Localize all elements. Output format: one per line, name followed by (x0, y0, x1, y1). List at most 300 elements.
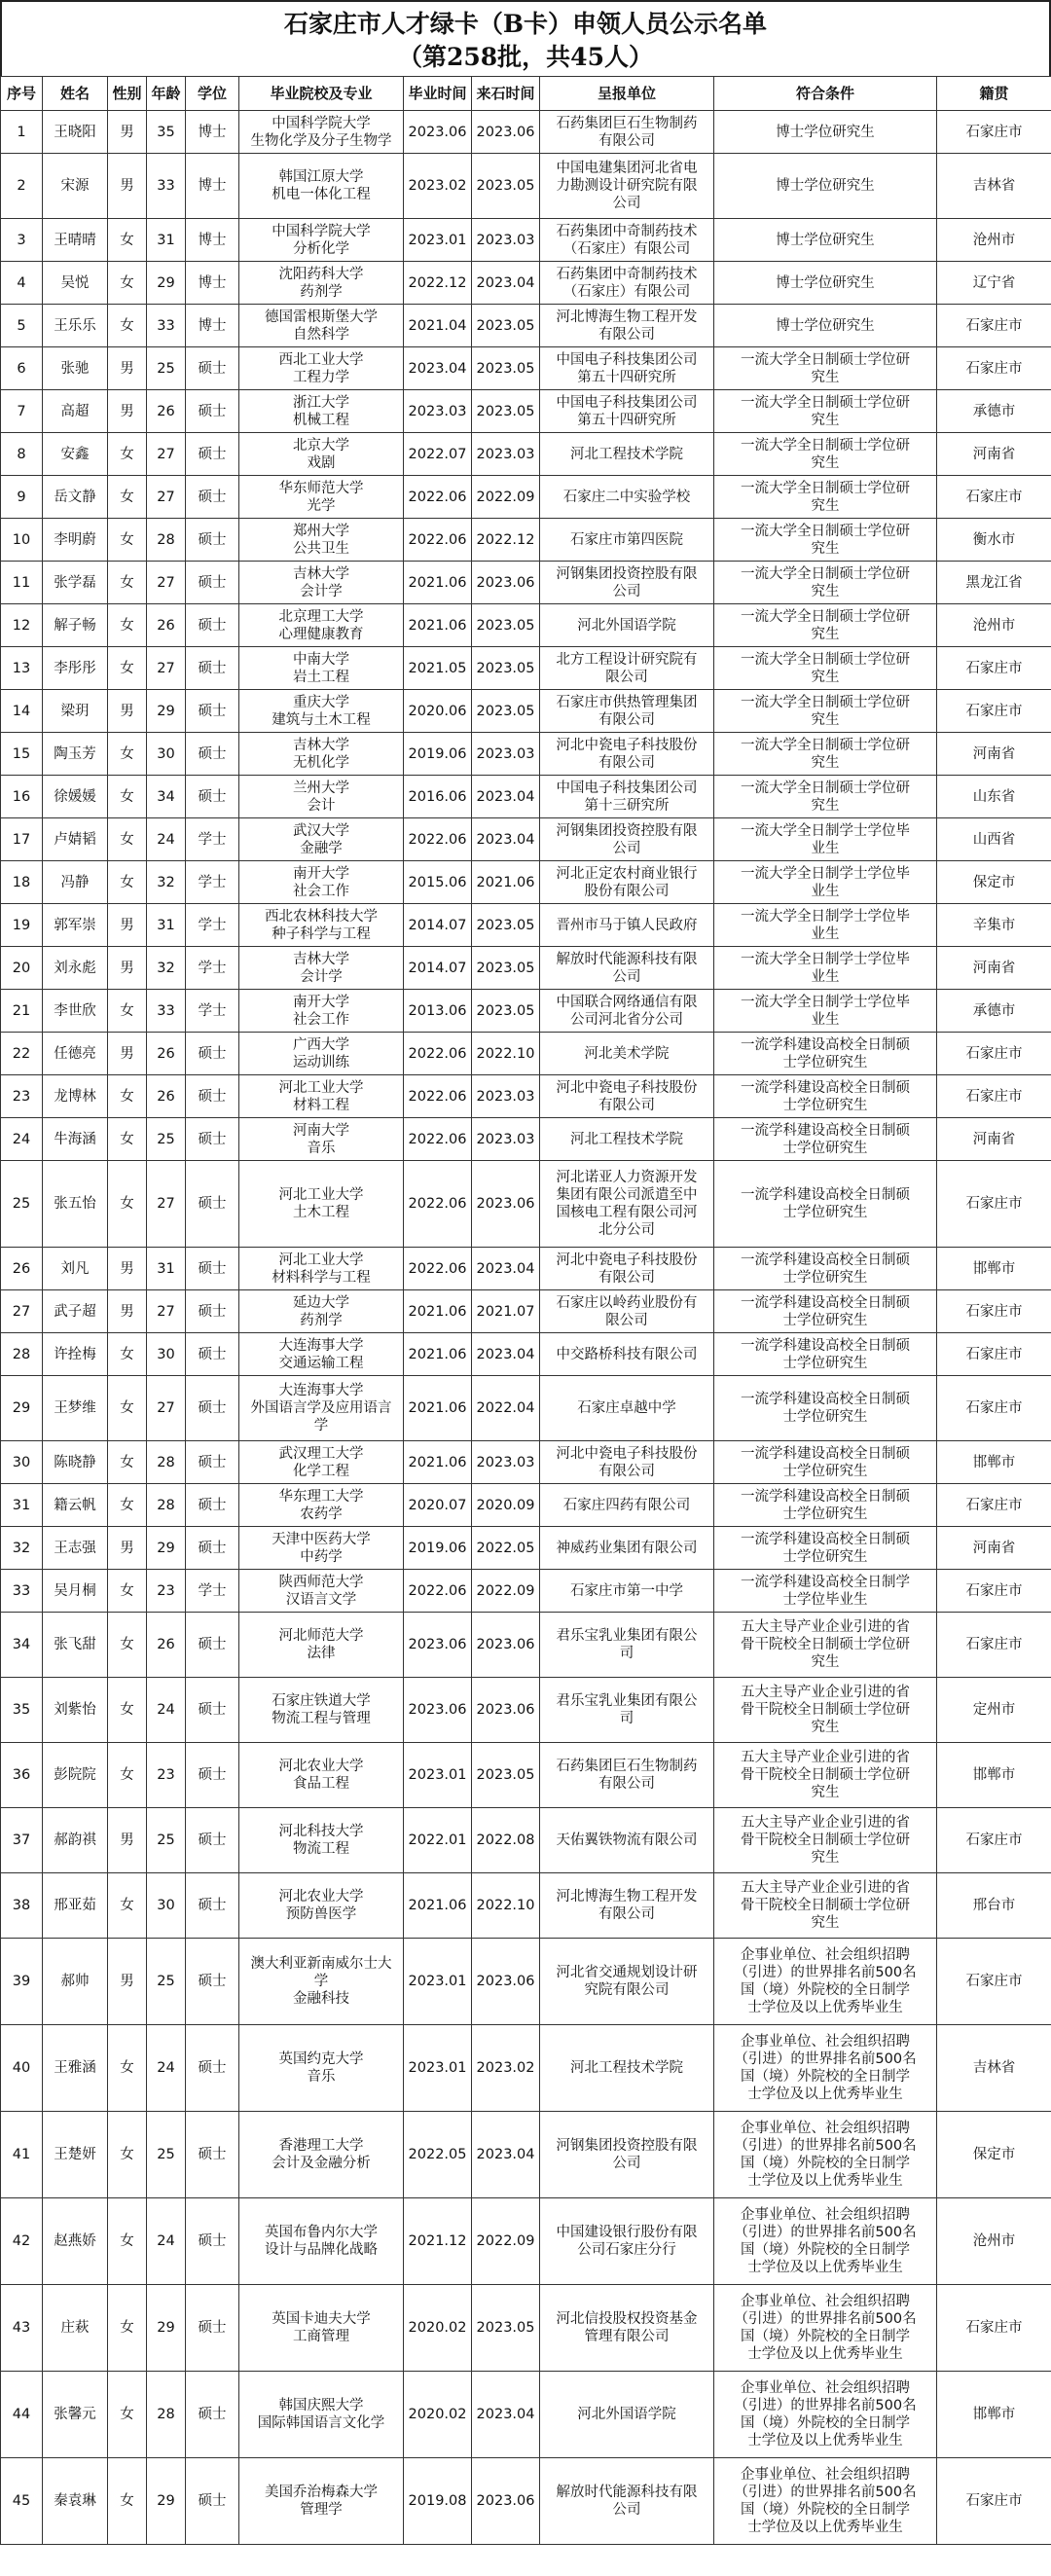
cell-arrival-date: 2023.06 (472, 1161, 540, 1248)
cell-origin: 石家庄市 (937, 347, 1051, 390)
cell-seq: 34 (1, 1613, 43, 1678)
cell-criteria: 企事业单位、社会组织招聘 （引进）的世界排名前500名 国（境）外院校的全日制学 士学位及以上优秀毕业生 (714, 2458, 937, 2545)
cell-origin: 石家庄市 (937, 1161, 1051, 1248)
cell-arrival-date: 2021.06 (472, 861, 540, 904)
cell-grad-date: 2023.06 (404, 1613, 472, 1678)
cell-school-major: 英国卡迪夫大学 工商管理 (239, 2285, 404, 2372)
cell-name: 宋源 (43, 154, 108, 219)
cell-seq: 5 (1, 305, 43, 347)
cell-age: 24 (147, 2198, 186, 2285)
cell-seq: 6 (1, 347, 43, 390)
table-row (1, 347, 1051, 390)
cell-degree: 硕士 (186, 2458, 239, 2545)
cell-origin: 邢台市 (937, 1873, 1051, 1939)
table-row (1, 2198, 1051, 2285)
table-row (1, 1613, 1051, 1678)
cell-age: 27 (147, 476, 186, 519)
cell-name: 李彤彤 (43, 647, 108, 690)
table-row (1, 2372, 1051, 2458)
cell-unit: 石药集团中奇制药技术 （石家庄）有限公司 (540, 262, 714, 305)
cell-degree: 硕士 (186, 2198, 239, 2285)
cell-gender: 女 (108, 433, 147, 476)
cell-gender: 男 (108, 947, 147, 990)
cell-age: 24 (147, 818, 186, 861)
table-row (1, 1808, 1051, 1873)
table-row (1, 947, 1051, 990)
table-body (1, 111, 1051, 2545)
cell-degree: 博士 (186, 219, 239, 262)
cell-seq: 7 (1, 390, 43, 433)
cell-name: 张学磊 (43, 562, 108, 604)
cell-arrival-date: 2023.06 (472, 1939, 540, 2025)
cell-arrival-date: 2023.05 (472, 1743, 540, 1808)
cell-grad-date: 2021.06 (404, 562, 472, 604)
cell-arrival-date: 2023.04 (472, 262, 540, 305)
header-unit: 呈报单位 (540, 77, 714, 111)
cell-grad-date: 2021.06 (404, 604, 472, 647)
cell-arrival-date: 2023.06 (472, 1678, 540, 1743)
cell-grad-date: 2022.06 (404, 1248, 472, 1290)
cell-origin: 邯郸市 (937, 1743, 1051, 1808)
cell-seq: 38 (1, 1873, 43, 1939)
cell-unit: 石家庄四药有限公司 (540, 1484, 714, 1527)
cell-school-major: 天津中医药大学 中药学 (239, 1527, 404, 1570)
cell-name: 王志强 (43, 1527, 108, 1570)
cell-name: 赵燕娇 (43, 2198, 108, 2285)
cell-degree: 硕士 (186, 2372, 239, 2458)
cell-name: 高超 (43, 390, 108, 433)
cell-degree: 硕士 (186, 562, 239, 604)
cell-name: 王晓阳 (43, 111, 108, 154)
cell-name: 刘凡 (43, 1248, 108, 1290)
cell-name: 吴悦 (43, 262, 108, 305)
cell-seq: 35 (1, 1678, 43, 1743)
cell-origin: 山东省 (937, 776, 1051, 818)
cell-unit: 北方工程设计研究院有 限公司 (540, 647, 714, 690)
cell-gender: 女 (108, 1118, 147, 1161)
cell-unit: 君乐宝乳业集团有限公 司 (540, 1678, 714, 1743)
table-row (1, 154, 1051, 219)
table-row (1, 2112, 1051, 2198)
cell-arrival-date: 2023.05 (472, 305, 540, 347)
cell-age: 28 (147, 1441, 186, 1484)
cell-gender: 女 (108, 1376, 147, 1441)
cell-name: 庄萩 (43, 2285, 108, 2372)
cell-age: 30 (147, 733, 186, 776)
cell-gender: 女 (108, 2112, 147, 2198)
cell-origin: 黑龙江省 (937, 562, 1051, 604)
cell-criteria: 企事业单位、社会组织招聘 （引进）的世界排名前500名 国（境）外院校的全日制学 士学位及以上优秀毕业生 (714, 2025, 937, 2112)
table-row (1, 733, 1051, 776)
cell-name: 刘永彪 (43, 947, 108, 990)
cell-criteria: 一流学科建设高校全日制硕 士学位研究生 (714, 1033, 937, 1075)
cell-degree: 硕士 (186, 2025, 239, 2112)
cell-seq: 11 (1, 562, 43, 604)
cell-grad-date: 2020.06 (404, 690, 472, 733)
cell-origin: 石家庄市 (937, 2458, 1051, 2545)
cell-gender: 男 (108, 390, 147, 433)
cell-arrival-date: 2023.04 (472, 2112, 540, 2198)
cell-school-major: 香港理工大学 会计及金融分析 (239, 2112, 404, 2198)
cell-grad-date: 2023.06 (404, 1678, 472, 1743)
cell-criteria: 企事业单位、社会组织招聘 （引进）的世界排名前500名 国（境）外院校的全日制学 士学位及以上优秀毕业生 (714, 2372, 937, 2458)
cell-grad-date: 2022.05 (404, 2112, 472, 2198)
cell-school-major: 澳大利亚新南威尔士大 学 金融科技 (239, 1939, 404, 2025)
cell-name: 卢婧韬 (43, 818, 108, 861)
cell-degree: 硕士 (186, 1613, 239, 1678)
cell-grad-date: 2022.12 (404, 262, 472, 305)
cell-gender: 女 (108, 219, 147, 262)
cell-degree: 学士 (186, 904, 239, 947)
cell-degree: 硕士 (186, 1743, 239, 1808)
cell-unit: 石家庄卓越中学 (540, 1376, 714, 1441)
cell-grad-date: 2014.07 (404, 904, 472, 947)
cell-arrival-date: 2023.06 (472, 1613, 540, 1678)
cell-school-major: 中国科学院大学 分析化学 (239, 219, 404, 262)
cell-gender: 女 (108, 1484, 147, 1527)
cell-age: 34 (147, 776, 186, 818)
cell-origin: 衡水市 (937, 519, 1051, 562)
table-row (1, 1873, 1051, 1939)
cell-unit: 君乐宝乳业集团有限公 司 (540, 1613, 714, 1678)
table-row (1, 1118, 1051, 1161)
cell-gender: 女 (108, 647, 147, 690)
cell-age: 28 (147, 519, 186, 562)
cell-unit: 解放时代能源科技有限 公司 (540, 2458, 714, 2545)
cell-school-major: 北京理工大学 心理健康教育 (239, 604, 404, 647)
table-row (1, 1527, 1051, 1570)
cell-grad-date: 2021.06 (404, 1333, 472, 1376)
cell-degree: 硕士 (186, 519, 239, 562)
cell-age: 24 (147, 1678, 186, 1743)
cell-origin: 石家庄市 (937, 305, 1051, 347)
cell-school-major: 延边大学 药剂学 (239, 1290, 404, 1333)
cell-name: 张五怡 (43, 1161, 108, 1248)
table-row (1, 519, 1051, 562)
cell-arrival-date: 2023.05 (472, 647, 540, 690)
table-row (1, 1376, 1051, 1441)
cell-school-major: 华东理工大学 农药学 (239, 1484, 404, 1527)
header-criteria: 符合条件 (714, 77, 937, 111)
cell-origin: 河南省 (937, 433, 1051, 476)
cell-unit: 河北中瓷电子科技股份 有限公司 (540, 1248, 714, 1290)
cell-degree: 硕士 (186, 1873, 239, 1939)
cell-unit: 河北美术学院 (540, 1033, 714, 1075)
cell-gender: 男 (108, 154, 147, 219)
cell-origin: 石家庄市 (937, 1033, 1051, 1075)
cell-gender: 男 (108, 1939, 147, 2025)
cell-arrival-date: 2020.09 (472, 1484, 540, 1527)
cell-arrival-date: 2022.12 (472, 519, 540, 562)
header-grad-date: 毕业时间 (404, 77, 472, 111)
cell-origin: 邯郸市 (937, 1441, 1051, 1484)
cell-school-major: 兰州大学 会计 (239, 776, 404, 818)
cell-criteria: 博士学位研究生 (714, 111, 937, 154)
cell-degree: 博士 (186, 154, 239, 219)
cell-school-major: 郑州大学 公共卫生 (239, 519, 404, 562)
cell-seq: 24 (1, 1118, 43, 1161)
table-row (1, 433, 1051, 476)
cell-grad-date: 2020.07 (404, 1484, 472, 1527)
cell-seq: 2 (1, 154, 43, 219)
cell-criteria: 一流学科建设高校全日制硕 士学位研究生 (714, 1484, 937, 1527)
cell-arrival-date: 2022.05 (472, 1527, 540, 1570)
cell-unit: 石家庄市第一中学 (540, 1570, 714, 1613)
table-row (1, 219, 1051, 262)
table-row (1, 390, 1051, 433)
cell-degree: 硕士 (186, 1527, 239, 1570)
cell-age: 28 (147, 2372, 186, 2458)
cell-origin: 石家庄市 (937, 1808, 1051, 1873)
cell-age: 27 (147, 1161, 186, 1248)
cell-degree: 硕士 (186, 1248, 239, 1290)
cell-gender: 男 (108, 904, 147, 947)
cell-school-major: 中国科学院大学 生物化学及分子生物学 (239, 111, 404, 154)
cell-arrival-date: 2023.04 (472, 2372, 540, 2458)
table-row (1, 1441, 1051, 1484)
cell-gender: 女 (108, 476, 147, 519)
cell-arrival-date: 2023.05 (472, 154, 540, 219)
cell-name: 牛海涵 (43, 1118, 108, 1161)
cell-school-major: 河北农业大学 食品工程 (239, 1743, 404, 1808)
header-age: 年龄 (147, 77, 186, 111)
cell-gender: 女 (108, 305, 147, 347)
cell-seq: 41 (1, 2112, 43, 2198)
cell-age: 26 (147, 1075, 186, 1118)
title-line-2: （第258批，共45人） (398, 43, 653, 71)
cell-arrival-date: 2023.05 (472, 690, 540, 733)
cell-age: 33 (147, 305, 186, 347)
cell-seq: 33 (1, 1570, 43, 1613)
cell-degree: 学士 (186, 1570, 239, 1613)
cell-school-major: 大连海事大学 外国语言学及应用语言 学 (239, 1376, 404, 1441)
cell-grad-date: 2022.06 (404, 476, 472, 519)
cell-origin: 石家庄市 (937, 1484, 1051, 1527)
table-row (1, 647, 1051, 690)
cell-degree: 硕士 (186, 776, 239, 818)
cell-name: 解子畅 (43, 604, 108, 647)
cell-criteria: 五大主导产业企业引进的省 骨干院校全日制硕士学位研 究生 (714, 1873, 937, 1939)
cell-seq: 32 (1, 1527, 43, 1570)
cell-name: 许拴梅 (43, 1333, 108, 1376)
cell-name: 安鑫 (43, 433, 108, 476)
cell-grad-date: 2022.06 (404, 818, 472, 861)
cell-gender: 女 (108, 1678, 147, 1743)
cell-degree: 硕士 (186, 476, 239, 519)
cell-unit: 河北正定农村商业银行 股份有限公司 (540, 861, 714, 904)
cell-unit: 河北博海生物工程开发 有限公司 (540, 305, 714, 347)
cell-seq: 39 (1, 1939, 43, 2025)
cell-name: 郝韵祺 (43, 1808, 108, 1873)
cell-school-major: 大连海事大学 交通运输工程 (239, 1333, 404, 1376)
cell-criteria: 一流大学全日制硕士学位研 究生 (714, 690, 937, 733)
cell-seq: 36 (1, 1743, 43, 1808)
cell-gender: 女 (108, 1441, 147, 1484)
cell-grad-date: 2023.01 (404, 1939, 472, 2025)
cell-unit: 河北中瓷电子科技股份 有限公司 (540, 1441, 714, 1484)
cell-grad-date: 2019.06 (404, 733, 472, 776)
cell-age: 26 (147, 1033, 186, 1075)
cell-unit: 河北工程技术学院 (540, 1118, 714, 1161)
cell-degree: 硕士 (186, 1290, 239, 1333)
cell-gender: 女 (108, 519, 147, 562)
cell-unit: 河钢集团投资控股有限 公司 (540, 818, 714, 861)
cell-seq: 12 (1, 604, 43, 647)
cell-unit: 天佑翼铁物流有限公司 (540, 1808, 714, 1873)
cell-degree: 硕士 (186, 1333, 239, 1376)
cell-grad-date: 2022.06 (404, 1161, 472, 1248)
document-title (0, 0, 1051, 76)
cell-age: 25 (147, 1939, 186, 2025)
cell-seq: 29 (1, 1376, 43, 1441)
cell-name: 李世欣 (43, 990, 108, 1033)
cell-unit: 石家庄以岭药业股份有 限公司 (540, 1290, 714, 1333)
cell-name: 陶玉芳 (43, 733, 108, 776)
table-row (1, 562, 1051, 604)
cell-arrival-date: 2023.04 (472, 1333, 540, 1376)
cell-arrival-date: 2023.06 (472, 562, 540, 604)
cell-unit: 解放时代能源科技有限 公司 (540, 947, 714, 990)
cell-unit: 中国联合网络通信有限 公司河北省分公司 (540, 990, 714, 1033)
cell-seq: 27 (1, 1290, 43, 1333)
cell-criteria: 一流学科建设高校全日制硕 士学位研究生 (714, 1376, 937, 1441)
cell-unit: 河北工程技术学院 (540, 433, 714, 476)
cell-criteria: 一流大学全日制硕士学位研 究生 (714, 562, 937, 604)
cell-gender: 女 (108, 1075, 147, 1118)
cell-school-major: 河北农业大学 预防兽医学 (239, 1873, 404, 1939)
cell-degree: 硕士 (186, 1376, 239, 1441)
cell-grad-date: 2022.01 (404, 1808, 472, 1873)
cell-gender: 女 (108, 604, 147, 647)
cell-age: 29 (147, 2458, 186, 2545)
cell-grad-date: 2022.06 (404, 519, 472, 562)
cell-age: 26 (147, 1613, 186, 1678)
cell-arrival-date: 2023.03 (472, 219, 540, 262)
cell-seq: 17 (1, 818, 43, 861)
cell-school-major: 西北工业大学 工程力学 (239, 347, 404, 390)
cell-seq: 44 (1, 2372, 43, 2458)
cell-grad-date: 2021.06 (404, 1873, 472, 1939)
header-arrival-date: 来石时间 (472, 77, 540, 111)
cell-degree: 硕士 (186, 1118, 239, 1161)
cell-age: 29 (147, 262, 186, 305)
cell-school-major: 重庆大学 建筑与土木工程 (239, 690, 404, 733)
cell-criteria: 一流学科建设高校全日制硕 士学位研究生 (714, 1527, 937, 1570)
cell-age: 24 (147, 2025, 186, 2112)
cell-age: 28 (147, 1484, 186, 1527)
cell-name: 邢亚茹 (43, 1873, 108, 1939)
cell-seq: 28 (1, 1333, 43, 1376)
cell-age: 29 (147, 690, 186, 733)
cell-unit: 河北信投股权投资基金 管理有限公司 (540, 2285, 714, 2372)
cell-origin: 石家庄市 (937, 1075, 1051, 1118)
cell-seq: 15 (1, 733, 43, 776)
cell-unit: 石家庄二中实验学校 (540, 476, 714, 519)
table-row (1, 262, 1051, 305)
cell-origin: 沧州市 (937, 604, 1051, 647)
cell-arrival-date: 2023.05 (472, 990, 540, 1033)
cell-degree: 博士 (186, 305, 239, 347)
cell-grad-date: 2021.04 (404, 305, 472, 347)
cell-gender: 男 (108, 1527, 147, 1570)
cell-unit: 河北中瓷电子科技股份 有限公司 (540, 1075, 714, 1118)
cell-criteria: 博士学位研究生 (714, 154, 937, 219)
cell-school-major: 韩国庆熙大学 国际韩国语言文化学 (239, 2372, 404, 2458)
cell-gender: 女 (108, 818, 147, 861)
cell-seq: 1 (1, 111, 43, 154)
cell-seq: 16 (1, 776, 43, 818)
cell-degree: 硕士 (186, 433, 239, 476)
cell-grad-date: 2022.06 (404, 1570, 472, 1613)
cell-criteria: 一流学科建设高校全日制硕 士学位研究生 (714, 1333, 937, 1376)
cell-origin: 定州市 (937, 1678, 1051, 1743)
cell-criteria: 一流大学全日制学士学位毕 业生 (714, 818, 937, 861)
cell-degree: 硕士 (186, 1939, 239, 2025)
cell-origin: 山西省 (937, 818, 1051, 861)
table-row (1, 1939, 1051, 2025)
cell-seq: 26 (1, 1248, 43, 1290)
cell-degree: 硕士 (186, 1678, 239, 1743)
cell-criteria: 五大主导产业企业引进的省 骨干院校全日制硕士学位研 究生 (714, 1808, 937, 1873)
cell-degree: 博士 (186, 111, 239, 154)
cell-arrival-date: 2023.02 (472, 2025, 540, 2112)
cell-arrival-date: 2022.09 (472, 2198, 540, 2285)
cell-degree: 学士 (186, 947, 239, 990)
cell-gender: 女 (108, 1333, 147, 1376)
cell-gender: 男 (108, 1033, 147, 1075)
header-name: 姓名 (43, 77, 108, 111)
cell-age: 25 (147, 1808, 186, 1873)
cell-origin: 石家庄市 (937, 1290, 1051, 1333)
cell-gender: 女 (108, 2285, 147, 2372)
cell-arrival-date: 2023.04 (472, 1248, 540, 1290)
cell-name: 武子超 (43, 1290, 108, 1333)
cell-seq: 3 (1, 219, 43, 262)
cell-name: 陈晓静 (43, 1441, 108, 1484)
cell-grad-date: 2022.06 (404, 1075, 472, 1118)
cell-degree: 硕士 (186, 2112, 239, 2198)
cell-arrival-date: 2023.03 (472, 733, 540, 776)
cell-arrival-date: 2023.03 (472, 1118, 540, 1161)
cell-name: 刘紫怡 (43, 1678, 108, 1743)
cell-arrival-date: 2023.03 (472, 1441, 540, 1484)
cell-criteria: 企事业单位、社会组织招聘 （引进）的世界排名前500名 国（境）外院校的全日制学 士学位及以上优秀毕业生 (714, 2198, 937, 2285)
cell-gender: 男 (108, 690, 147, 733)
cell-origin: 辽宁省 (937, 262, 1051, 305)
cell-origin: 保定市 (937, 2112, 1051, 2198)
cell-age: 25 (147, 1118, 186, 1161)
table-row (1, 111, 1051, 154)
cell-origin: 承德市 (937, 990, 1051, 1033)
cell-gender: 女 (108, 562, 147, 604)
cell-seq: 4 (1, 262, 43, 305)
cell-arrival-date: 2023.05 (472, 2285, 540, 2372)
cell-age: 26 (147, 604, 186, 647)
cell-criteria: 企事业单位、社会组织招聘 （引进）的世界排名前500名 国（境）外院校的全日制学 士学位及以上优秀毕业生 (714, 2285, 937, 2372)
cell-age: 27 (147, 647, 186, 690)
table-header-row (1, 77, 1051, 111)
cell-origin: 石家庄市 (937, 1613, 1051, 1678)
cell-gender: 女 (108, 2198, 147, 2285)
cell-origin: 石家庄市 (937, 476, 1051, 519)
cell-school-major: 韩国江原大学 机电一体化工程 (239, 154, 404, 219)
cell-grad-date: 2021.06 (404, 1441, 472, 1484)
cell-gender: 女 (108, 1743, 147, 1808)
cell-degree: 硕士 (186, 347, 239, 390)
table-row (1, 690, 1051, 733)
cell-criteria: 企事业单位、社会组织招聘 （引进）的世界排名前500名 国（境）外院校的全日制学 士学位及以上优秀毕业生 (714, 1939, 937, 2025)
cell-name: 梁玥 (43, 690, 108, 733)
